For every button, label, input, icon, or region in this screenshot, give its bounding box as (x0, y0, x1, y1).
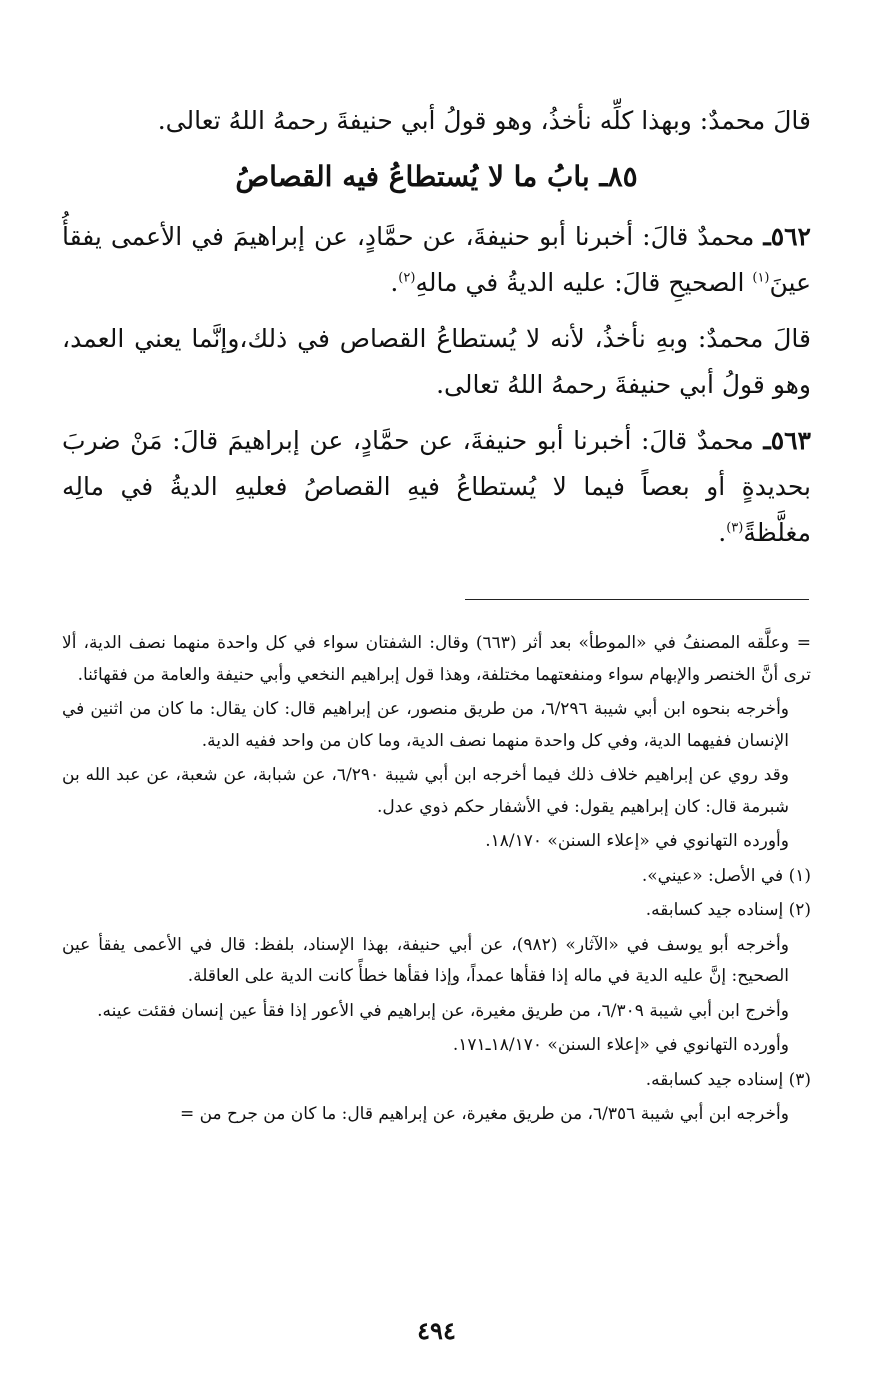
hadith-563-text-a: محمدٌ قالَ: أخبرنا أبو حنيفةَ، عن حمَّادٍ، عن إبراهيمَ قالَ: مَنْ ضربَ بحديدةٍ أو بعصاً فيما لا يُستطاعُ فيهِ القصاصُ فعليهِ الديةُ في مالِه مغلَّظةً (62, 426, 811, 547)
commentary-562 (62, 316, 811, 408)
footnote-1-text: في الأصل: «عيني». (641, 865, 784, 886)
footnote-cont-a-text: وعلَّقه المصنفُ في «الموطأ» بعد أثر (٦٦٣) وقال: الشفتان سواء في كل واحدة منهما نصف الدية، ألا ترى أنَّ الخنصر والإبهام سواء ومنفعتهما مختلفة، وهذا قول إبراهيم النخعي وأبي حنيفة والعامة من فقهائنا. (62, 633, 811, 685)
footnote-cont-c (62, 760, 811, 823)
footnote-2-g (62, 1030, 811, 1062)
footnote-2-number: (٢) (788, 900, 811, 920)
hadith-562-text-c: . (390, 268, 399, 297)
footnote-cont-b (62, 694, 811, 757)
hadith-563-text-b: . (718, 518, 727, 547)
footnote-3-h-text: وأخرجه ابن أبي شيبة ٦/٣٥٦، من طريق مغيرة، عن إبراهيم قال: ما كان من جرح من = (179, 1104, 789, 1124)
footnote-3-text: إسناده جيد كسابقه. (645, 1069, 784, 1090)
hadith-562-text-a: محمدٌ قالَ: أخبرنا أبو حنيفةَ، عن حمَّادٍ، عن إبراهيمَ في الأعمى يفقأُ عينَ (62, 222, 811, 297)
chapter-heading-text: ٨٥ـ بابُ ما لا يُستطاعُ فيه القصاصُ (235, 160, 638, 193)
hadith-563-number: ٥٦٣ـ (763, 426, 811, 455)
footnote-2-e-text: وأخرجه أبو يوسف في «الآثار» (٩٨٢)، عن أبي حنيفة، بهذا الإسناد، بلفظ: قال في الأعمى يفقأ عين الصحيح: إنَّ عليه الدية في ماله إذا فقأها عمداً، وإذا فقأها خطأً كانت الدية على العاقلة. (62, 934, 789, 986)
footnote-1 (62, 861, 811, 893)
hadith-562-number: ٥٦٢ـ (763, 222, 811, 251)
hadith-562-text-b: الصحيحِ قالَ: عليه الديةُ في مالهِ (415, 268, 745, 297)
footnotes (62, 628, 811, 1134)
footnote-cont-b-text: وأخرجه بنحوه ابن أبي شيبة ٦/٢٩٦، من طريق منصور، عن إبراهيم قال: كان يقال: ما كان من اثنين في الإنسان ففيهما الدية، وفي كل واحدة منهما نصف الدية، وما كان من واحد ففيه الدية. (62, 699, 789, 751)
footnote-ref-3[interactable]: (٣) (726, 520, 744, 536)
footnote-2-text: إسناده جيد كسابقه. (645, 900, 784, 920)
footnote-cont-a (62, 628, 811, 691)
commentary-562-text: قالَ محمدٌ: وبهِ نأخذُ، لأنه لا يُستطاعُ القصاص في ذلك،وإنَّما يعني العمد، وهو قولُ أبي حنيفةَ رحمهُ اللهُ تعالى. (62, 324, 811, 399)
footnote-ref-1[interactable]: (١) (752, 270, 770, 286)
footnote-cont-d (62, 826, 811, 858)
continuation-mark: = (796, 633, 811, 653)
footnote-3 (62, 1065, 811, 1097)
footnote-2-f (62, 996, 811, 1028)
chapter-heading (62, 154, 811, 200)
page-number: ٤٩٤ (417, 1316, 456, 1345)
intro-text: قالَ محمدٌ: وبهذا كلِّه نأخذُ، وهو قولُ أبي حنيفةَ رحمهُ اللهُ تعالى. (157, 106, 811, 135)
footnote-2-f-text: وأخرج ابن أبي شيبة ٦/٣٠٩، من طريق مغيرة، عن إبراهيم في الأعور إذا فقأ عين إنسان فقئت عينه. (97, 1000, 789, 1021)
footnote-ref-2[interactable]: (٢) (398, 270, 416, 286)
footnote-2-g-text: وأورده التهانوي في «إعلاء السنن» ١٨/١٧٠ـ١٧١. (452, 1035, 789, 1055)
footnote-2 (62, 895, 811, 927)
hadith-563 (62, 418, 811, 556)
footnote-cont-c-text: وقد روي عن إبراهيم خلاف ذلك فيما أخرجه ابن أبي شيبة ٦/٢٩٠، عن شبابة، عن شعبة، عن عبد الله بن شبرمة قال: كان إبراهيم يقول: في الأشفار حكم ذوي عدل. (62, 765, 789, 817)
footnote-cont-d-text: وأورده التهانوي في «إعلاء السنن» ١٨/١٧٠. (485, 831, 789, 851)
footnote-3-number: (٣) (788, 1069, 811, 1090)
footnote-separator (465, 599, 809, 600)
main-text (62, 98, 811, 566)
footnote-3-h (62, 1099, 811, 1131)
footnote-2-e (62, 930, 811, 993)
footnote-1-number: (١) (788, 865, 811, 886)
intro-paragraph (62, 98, 811, 144)
hadith-562 (62, 214, 811, 306)
